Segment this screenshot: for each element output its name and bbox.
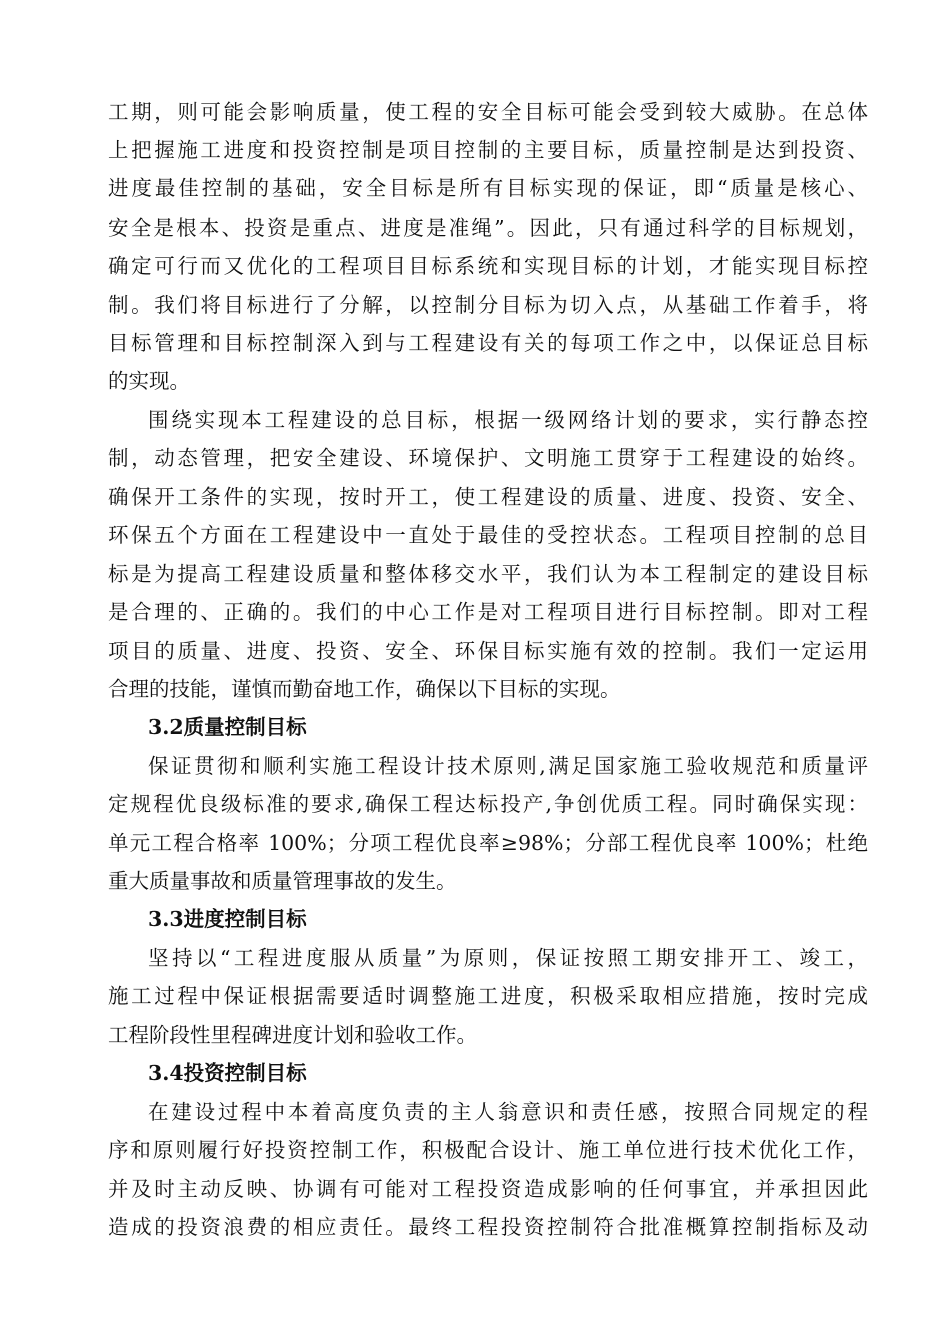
text-line: 单元工程合格率 100%；分项工程优良率≥98%；分部工程优良率 100%；杜绝 <box>108 831 868 855</box>
text-line: 确定可行而又优化的工程项目目标系统和实现目标的计划，才能实现目标控 <box>108 254 868 278</box>
text-line: 的实现。 <box>108 369 190 393</box>
text-line: 定规程优良级标准的要求,确保工程达标投产,争创优质工程。同时确保实现： <box>108 792 868 816</box>
text-line: 序和原则履行好投资控制工作，积极配合设计、施工单位进行技术优化工作， <box>108 1138 868 1162</box>
text-line: 工程阶段性里程碑进度计划和验收工作。 <box>108 1023 477 1047</box>
text-line: 标是为提高工程建设质量和整体移交水平，我们认为本工程制定的建设目标 <box>108 562 868 586</box>
text-line: 工期，则可能会影响质量，使工程的安全目标可能会受到较大威胁。在总体 <box>108 100 868 124</box>
text-line: 围绕实现本工程建设的总目标，根据一级网络计划的要求，实行静态控 <box>148 408 868 432</box>
text-line: 制。我们将目标进行了分解，以控制分目标为切入点，从基础工作着手，将 <box>108 293 868 317</box>
text-line: 环保五个方面在工程建设中一直处于最佳的受控状态。工程项目控制的总目 <box>108 523 868 547</box>
text-line: 制，动态管理，把安全建设、环境保护、文明施工贯穿于工程建设的始终。 <box>108 446 868 470</box>
text-line: 造成的投资浪费的相应责任。最终工程投资控制符合批准概算控制指标及动 <box>108 1215 868 1239</box>
text-line: 重大质量事故和质量管理事故的发生。 <box>108 869 457 893</box>
section-heading: 3.4投资控制目标 <box>148 1061 307 1085</box>
text-line: 合理的技能，谨慎而勤奋地工作，确保以下目标的实现。 <box>108 677 621 701</box>
text-line: 安全是根本、投资是重点、进度是准绳”。因此，只有通过科学的目标规划， <box>108 216 868 240</box>
text-line: 上把握施工进度和投资控制是项目控制的主要目标，质量控制是达到投资、 <box>108 138 868 162</box>
text-line: 施工过程中保证根据需要适时调整施工进度，积极采取相应措施，按时完成 <box>108 984 868 1008</box>
section-heading: 3.3进度控制目标 <box>148 907 307 931</box>
text-line: 项目的质量、进度、投资、安全、环保目标实施有效的控制。我们一定运用 <box>108 639 868 663</box>
text-line: 在建设过程中本着高度负责的主人翁意识和责任感，按照合同规定的程 <box>148 1100 868 1124</box>
text-line: 保证贯彻和顺利实施工程设计技术原则,满足国家施工验收规范和质量评 <box>148 754 868 778</box>
text-line: 并及时主动反映、协调有可能对工程投资造成影响的任何事宜，并承担因此 <box>108 1177 868 1201</box>
text-line: 坚持以“工程进度服从质量”为原则，保证按照工期安排开工、竣工， <box>148 946 868 970</box>
text-line: 是合理的、正确的。我们的中心工作是对工程项目进行目标控制。即对工程 <box>108 600 868 624</box>
text-line: 目标管理和目标控制深入到与工程建设有关的每项工作之中，以保证总目标 <box>108 331 868 355</box>
text-line: 确保开工条件的实现，按时开工，使工程建设的质量、进度、投资、安全、 <box>108 485 868 509</box>
text-line: 进度最佳控制的基础，安全目标是所有目标实现的保证，即“质量是核心、 <box>108 176 868 200</box>
section-heading: 3.2质量控制目标 <box>148 715 307 739</box>
